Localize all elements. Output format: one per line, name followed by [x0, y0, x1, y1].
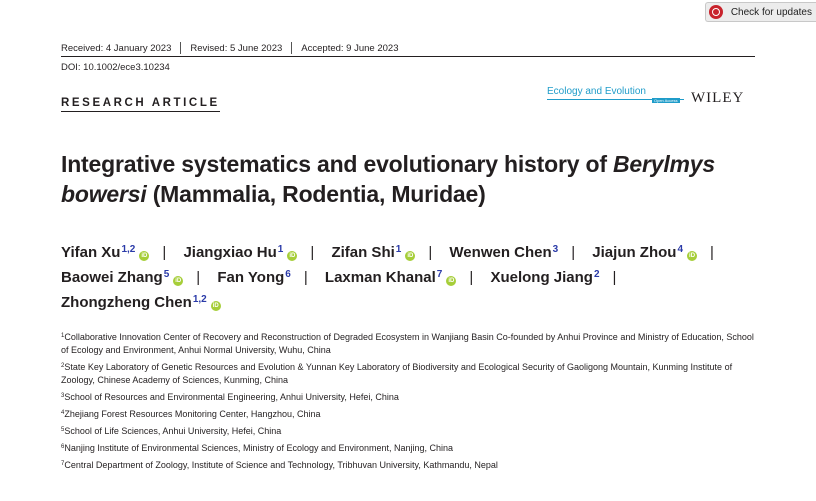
- author-name[interactable]: Jiajun Zhou: [592, 244, 677, 261]
- affiliation-item: [61, 459, 761, 472]
- affiliation-item: [61, 408, 761, 421]
- affiliation-text: Collaborative Innovation Center of Recovery and Reconstruction of Degraded Ecosystem in Wanjiang Basin Co-founded by Anhui Province and Ministry of Education, School of Ecology and Environment, Anhui Normal University, Wuhu, China: [61, 332, 754, 355]
- check-updates-icon: [709, 5, 723, 19]
- author-affiliation-ref[interactable]: 1,2: [121, 244, 136, 255]
- author-name[interactable]: Zhongzheng Chen: [61, 294, 192, 311]
- affiliation-number: 2: [61, 363, 65, 369]
- orcid-icon[interactable]: iD: [289, 253, 296, 259]
- affiliation-item: [61, 425, 761, 438]
- affiliation-text: School of Resources and Environmental Engineering, Anhui University, Hefei, China: [64, 392, 399, 402]
- author-affiliation-ref[interactable]: 2: [593, 269, 600, 280]
- header-rule: [61, 56, 755, 57]
- author-separator: |: [196, 269, 201, 286]
- author-separator: |: [612, 269, 617, 286]
- affiliation-text: Nanjing Institute of Environmental Sciences, Ministry of Ecology and Environment, Nanjing, China: [64, 443, 454, 453]
- author-separator: |: [303, 269, 308, 286]
- affiliation-item: [61, 442, 761, 455]
- affiliation-text: Zhejiang Forest Resources Monitoring Center, Hangzhou, China: [64, 409, 321, 419]
- affiliation-text: State Key Laboratory of Genetic Resources and Evolution & Yunnan Key Laboratory of Biodiversity and Ecological Security of Gaoligong Mountain, Kunming Institute of Zoology, Chinese Academy of Sciences, Kunming, China: [61, 362, 733, 385]
- author: [449, 244, 558, 261]
- author-affiliation-ref[interactable]: 6: [285, 269, 291, 280]
- author: [592, 244, 697, 261]
- affiliation-number: 5: [61, 427, 65, 433]
- publisher-logo: WILEY: [691, 90, 745, 106]
- orcid-icon[interactable]: iD: [448, 278, 455, 284]
- author: [490, 269, 599, 286]
- author: [217, 269, 291, 286]
- affiliation-item: [61, 391, 761, 404]
- author-separator: |: [710, 244, 714, 261]
- orcid-icon[interactable]: iD: [212, 303, 219, 309]
- author-separator: |: [310, 244, 315, 261]
- author-name[interactable]: Baowei Zhang: [61, 269, 163, 286]
- check-for-updates-label: Check for updates: [730, 6, 812, 18]
- author: [61, 294, 221, 311]
- affiliation-number: 3: [61, 393, 65, 399]
- journal-name: Ecology and Evolution: [547, 86, 646, 97]
- affiliation-item: [61, 331, 761, 357]
- author-separator: |: [428, 244, 433, 261]
- author-name[interactable]: Xuelong Jiang: [490, 269, 593, 286]
- author-name[interactable]: Yifan Xu: [61, 244, 121, 261]
- revised-date: Revised: 5 June 2023: [190, 42, 283, 54]
- author-affiliation-ref[interactable]: 1: [277, 244, 284, 255]
- doi[interactable]: DOI: 10.1002/ece3.10234: [61, 62, 170, 73]
- author-separator: |: [162, 244, 167, 261]
- article-title: [61, 149, 761, 209]
- author: [325, 269, 456, 286]
- publication-dates: [61, 42, 398, 54]
- author-name[interactable]: Laxman Khanal: [324, 269, 436, 286]
- author-name[interactable]: Jiangxiao Hu: [183, 244, 277, 261]
- author-affiliation-ref[interactable]: 4: [677, 244, 684, 255]
- orcid-icon[interactable]: iD: [175, 278, 182, 284]
- author-separator: |: [469, 269, 474, 286]
- affiliation-text: Central Department of Zoology, Institute of Science and Technology, Tribhuvan University, Kathmandu, Nepal: [64, 460, 498, 470]
- author: [331, 244, 415, 261]
- author-name[interactable]: Fan Yong: [217, 269, 285, 286]
- affiliation-number: 1: [61, 333, 65, 339]
- author-affiliation-ref[interactable]: 5: [163, 269, 170, 280]
- author-affiliation-ref[interactable]: 7: [436, 269, 443, 280]
- affiliation-text: School of Life Sciences, Anhui University, Hefei, China: [64, 426, 282, 436]
- author: [183, 244, 297, 261]
- affiliation-number: 6: [61, 444, 65, 450]
- affiliation-number: 7: [61, 461, 65, 467]
- received-date: Received: 4 January 2023: [61, 42, 172, 54]
- article-type: RESEARCH ARTICLE: [61, 97, 220, 112]
- orcid-icon[interactable]: iD: [689, 253, 696, 259]
- author-separator: |: [571, 244, 576, 261]
- author-name[interactable]: Wenwen Chen: [449, 244, 552, 261]
- accepted-date: Accepted: 9 June 2023: [301, 42, 399, 54]
- orcid-icon[interactable]: iD: [141, 253, 148, 259]
- author-affiliation-ref[interactable]: 1: [395, 244, 402, 255]
- author-affiliation-ref[interactable]: 3: [552, 244, 559, 255]
- author: [61, 244, 149, 261]
- author-affiliation-ref[interactable]: 1,2: [192, 294, 207, 305]
- author-name[interactable]: Zifan Shi: [331, 244, 395, 261]
- date-divider: [291, 42, 292, 54]
- open-access-badge: Open Access: [654, 98, 678, 103]
- title-part-2: (Mammalia, Rodentia, Muridae): [146, 181, 486, 207]
- title-part-1: Integrative systematics and evolutionary history of: [61, 151, 613, 177]
- check-for-updates-button[interactable]: [705, 2, 816, 22]
- orcid-icon[interactable]: iD: [407, 253, 414, 259]
- title-species: Berylmys bowersi: [61, 151, 715, 207]
- date-divider: [180, 42, 181, 54]
- author-list: [61, 240, 761, 315]
- affiliation-number: 4: [61, 410, 65, 416]
- affiliation-list: [61, 331, 761, 476]
- affiliation-item: [61, 361, 761, 387]
- author: [61, 269, 183, 286]
